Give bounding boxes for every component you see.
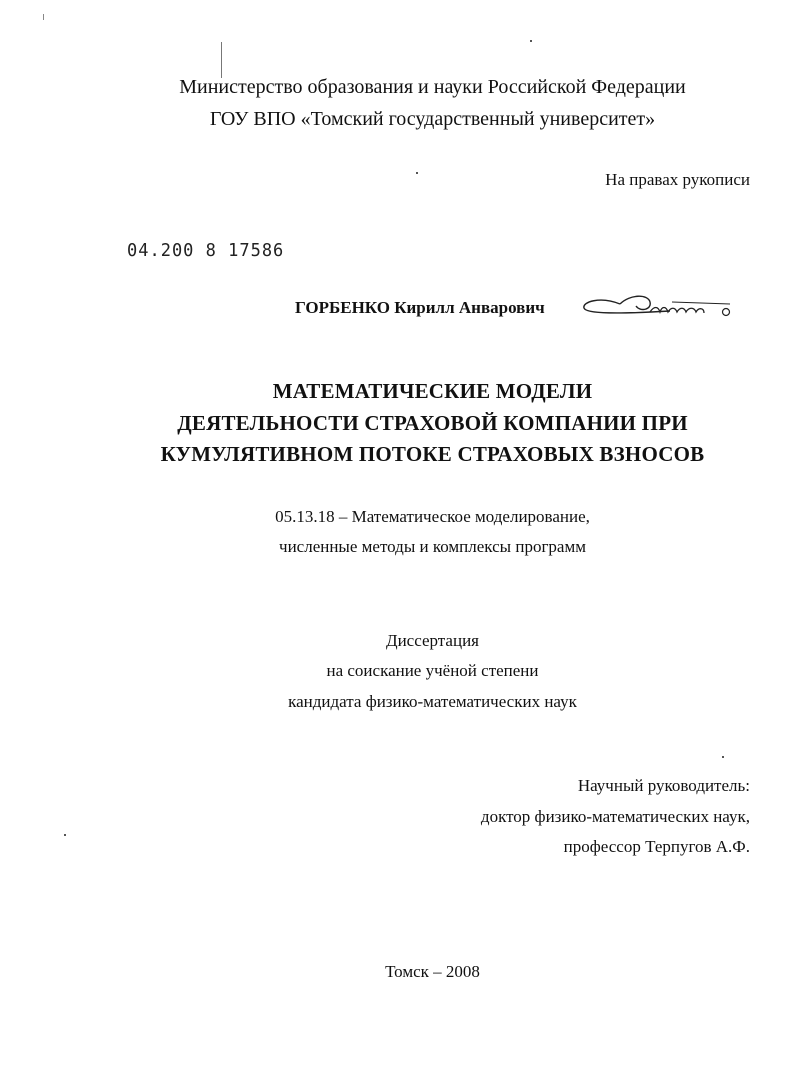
scan-mark — [416, 172, 418, 174]
scan-mark — [64, 834, 66, 836]
author-surname: ГОРБЕНКО — [295, 298, 390, 317]
advisor-line-2: доктор физико-математических наук, — [480, 807, 750, 826]
degree-line-3: кандидата физико-математических наук — [288, 692, 577, 711]
advisor-line-3: профессор Терпугов А.Ф. — [563, 837, 750, 856]
advisor-line-1: Научный руководитель: — [577, 776, 750, 795]
scan-mark — [221, 42, 222, 78]
scan-mark — [43, 14, 44, 20]
ministry-line: Министерство образования и науки Российской Федерации — [179, 76, 686, 98]
registration-number: 04.200 8 17586 — [127, 240, 285, 262]
degree-line-2: на соискание учёной степени — [326, 661, 539, 680]
city-year: Томск – 2008 — [385, 962, 480, 981]
scan-mark — [722, 756, 724, 758]
scan-mark — [530, 40, 532, 42]
specialty-line-1: 05.13.18 – Математическое моделирование, — [275, 507, 590, 526]
author-signature — [580, 290, 740, 326]
degree-line-1: Диссертация — [385, 631, 479, 650]
university-line: ГОУ ВПО «Томский государственный университет» — [209, 108, 656, 130]
title-line-3: КУМУЛЯТИВНОМ ПОТОКЕ СТРАХОВЫХ ВЗНОСОВ — [160, 442, 705, 466]
author-given-names: Кирилл Анварович — [394, 298, 545, 317]
title-line-1: МАТЕМАТИЧЕСКИЕ МОДЕЛИ — [272, 379, 593, 403]
specialty-line-2: численные методы и комплексы программ — [279, 537, 586, 556]
title-line-2: ДЕЯТЕЛЬНОСТИ СТРАХОВОЙ КОМПАНИИ ПРИ — [177, 411, 688, 435]
manuscript-note: На правах рукописи — [605, 170, 750, 189]
author-name — [295, 298, 545, 318]
